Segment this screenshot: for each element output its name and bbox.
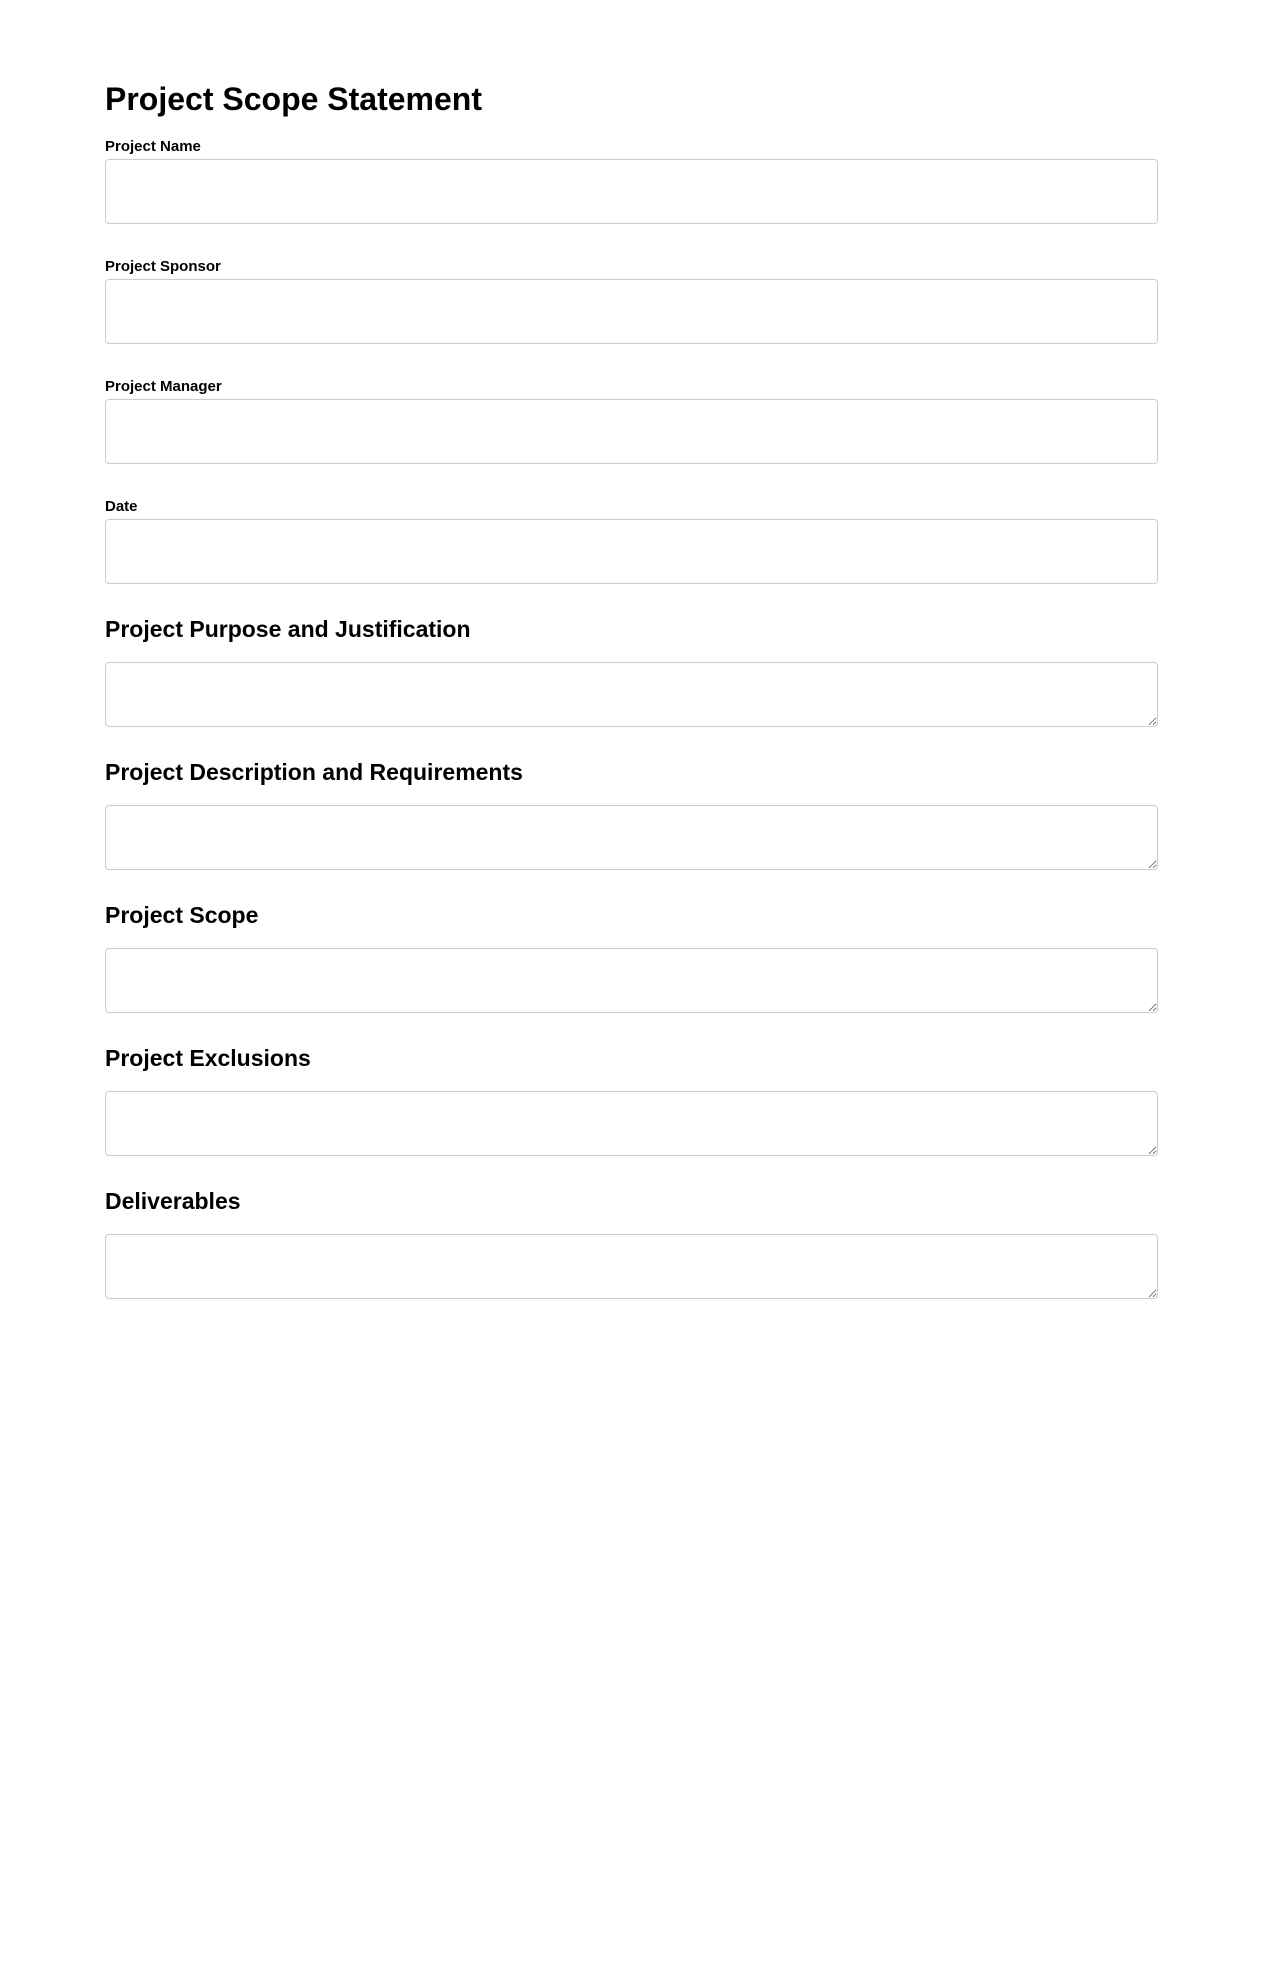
project-scope-textarea[interactable]: [105, 948, 1158, 1013]
page-title: Project Scope Statement: [105, 81, 482, 117]
section-scope: [105, 902, 1158, 1013]
project-exclusions-textarea[interactable]: [105, 1091, 1158, 1156]
section-heading: Project Scope: [105, 902, 259, 928]
project-sponsor-input[interactable]: [105, 279, 1158, 344]
field-label: Project Name: [105, 138, 201, 155]
section-heading: Project Purpose and Justification: [105, 616, 471, 642]
section-heading: Project Description and Requirements: [105, 759, 523, 785]
field-project-name: [105, 138, 1158, 224]
section-heading: Deliverables: [105, 1188, 241, 1214]
field-project-sponsor: [105, 258, 1158, 344]
purpose-justification-textarea[interactable]: [105, 662, 1158, 727]
date-input[interactable]: [105, 519, 1158, 584]
project-name-input[interactable]: [105, 159, 1158, 224]
section-exclusions: [105, 1045, 1158, 1156]
field-label: Project Manager: [105, 378, 222, 395]
scope-statement-form: [105, 80, 1158, 1331]
field-label: Project Sponsor: [105, 258, 221, 275]
field-date: [105, 498, 1158, 584]
section-deliverables: [105, 1188, 1158, 1299]
deliverables-textarea[interactable]: [105, 1234, 1158, 1299]
field-label: Date: [105, 498, 138, 515]
project-manager-input[interactable]: [105, 399, 1158, 464]
field-project-manager: [105, 378, 1158, 464]
section-purpose: [105, 616, 1158, 727]
section-description: [105, 759, 1158, 870]
description-requirements-textarea[interactable]: [105, 805, 1158, 870]
section-heading: Project Exclusions: [105, 1045, 311, 1071]
